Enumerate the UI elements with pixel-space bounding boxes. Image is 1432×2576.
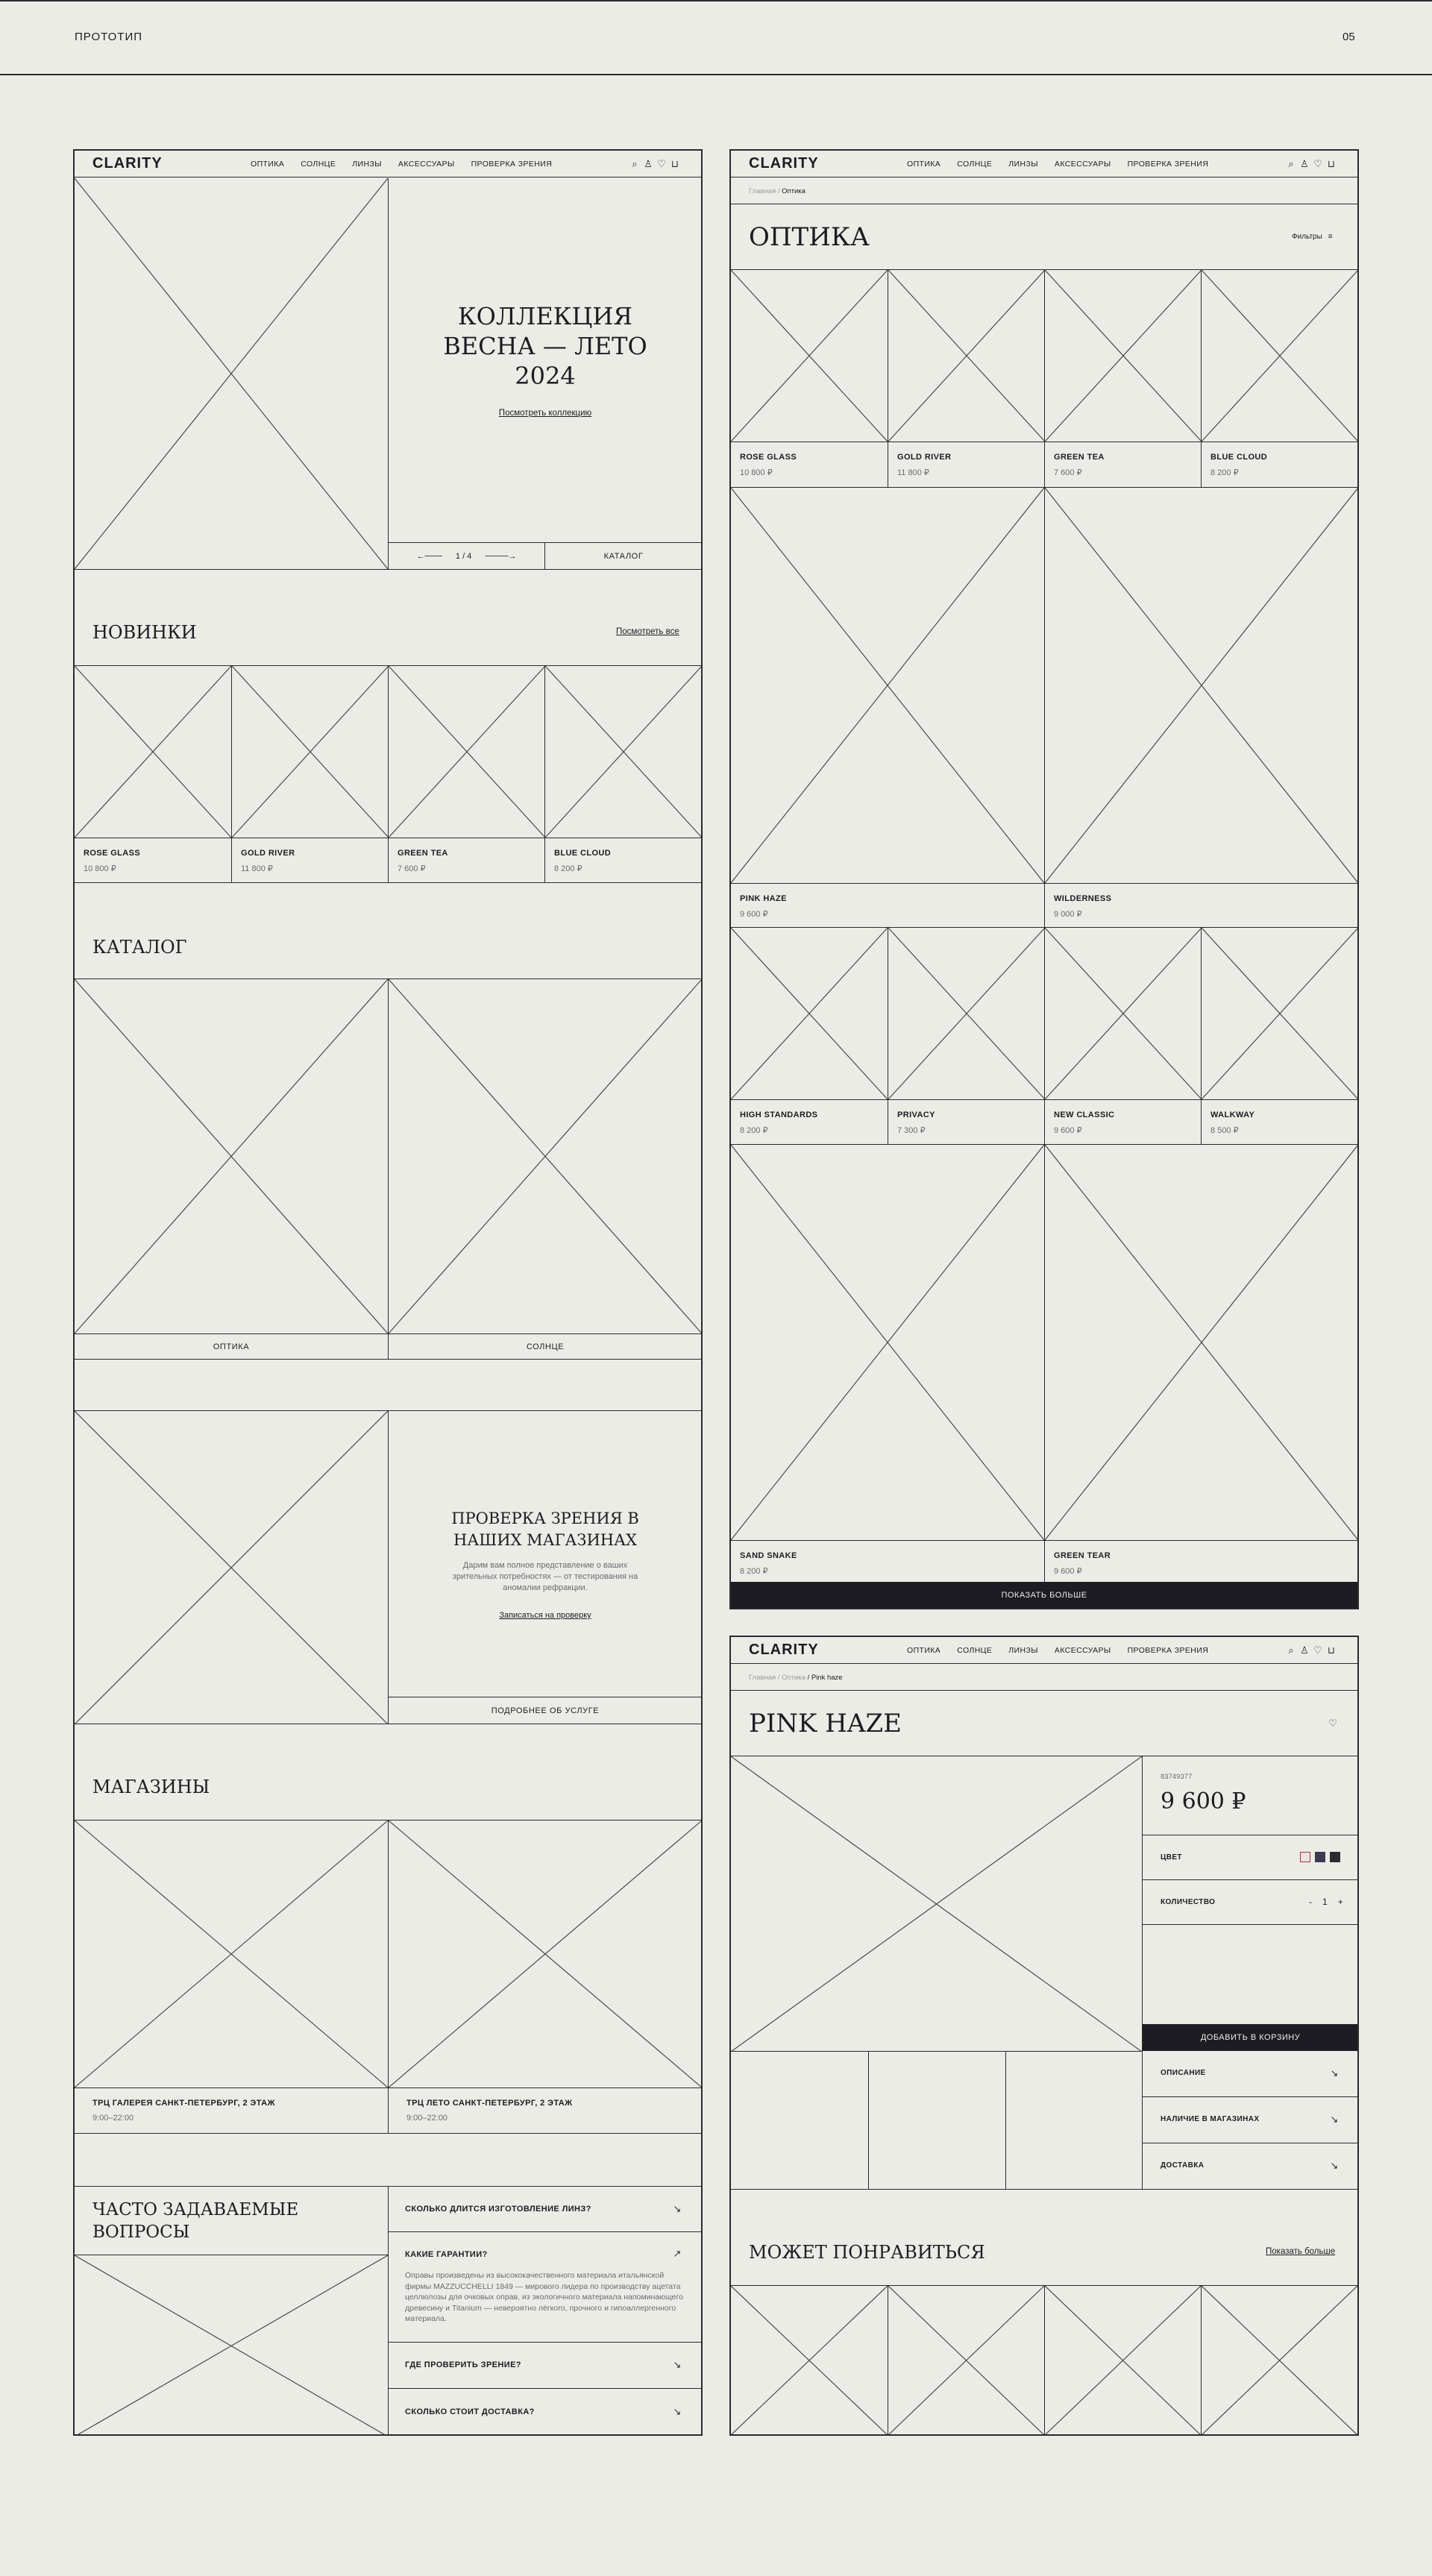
product-card[interactable] — [388, 666, 544, 883]
catalog-label: СОЛНЦЕ — [389, 1333, 702, 1360]
nav-eye-check[interactable]: ПРОВЕРКА ЗРЕНИЯ — [1127, 1646, 1209, 1655]
product-name: BLUE CLOUD — [1210, 453, 1268, 462]
product-price: 7 600 ₽ — [1054, 468, 1082, 477]
page-title: ОПТИКА — [749, 222, 870, 252]
product-card[interactable] — [731, 2286, 888, 2435]
quantity-value[interactable]: 1 — [1322, 1897, 1328, 1907]
product-sku: 83749377 — [1161, 1773, 1193, 1781]
thumbnail[interactable] — [868, 2052, 1005, 2190]
heart-icon[interactable]: ♡ — [1313, 1644, 1322, 1656]
filter-icon: ≡ — [1328, 233, 1333, 241]
search-icon[interactable]: ⌕ — [1288, 1644, 1294, 1656]
faq-title: ЧАСТО ЗАДАВАЕМЫЕ ВОПРОСЫ — [92, 2200, 299, 2242]
arrow-up-right-icon: ↗ — [673, 2248, 682, 2259]
breadcrumb-home[interactable]: Главная — [749, 1674, 776, 1682]
filters-label: Фильтры — [1292, 233, 1322, 241]
faq-section — [75, 2186, 701, 2436]
product-name: HIGH STANDARDS — [740, 1110, 818, 1119]
product-name: GOLD RIVER — [241, 849, 295, 858]
hero-image — [75, 178, 388, 569]
product-price: 7 300 ₽ — [897, 1126, 926, 1135]
nav-optics[interactable]: ОПТИКА — [907, 1646, 941, 1655]
product-card[interactable] — [731, 928, 888, 1145]
faq-question: СКОЛЬКО СТОИТ ДОСТАВКА? — [405, 2407, 535, 2416]
color-swatch[interactable] — [1330, 1852, 1340, 1862]
nav-lenses[interactable]: ЛИНЗЫ — [352, 160, 382, 169]
product-price: 9 600 ₽ — [740, 910, 768, 919]
related-title: МОЖЕТ ПОНРАВИТЬСЯ — [749, 2242, 985, 2263]
color-swatch[interactable] — [1300, 1852, 1310, 1862]
nav-sun[interactable]: СОЛНЦЕ — [957, 1646, 993, 1655]
product-price: 10 800 ₽ — [84, 864, 116, 873]
product-card[interactable] — [1201, 928, 1357, 1145]
product-name: PRIVACY — [897, 1110, 935, 1119]
store-name: ТРЦ ЛЕТО САНКТ-ПЕТЕРБУРГ, 2 ЭТАЖ — [406, 2099, 573, 2108]
add-to-cart-button[interactable]: ДОБАВИТЬ В КОРЗИНУ — [1143, 2024, 1358, 2051]
faq-item[interactable] — [389, 2389, 702, 2435]
product-price: 9 000 ₽ — [1054, 910, 1082, 919]
arrow-down-right-icon: ↘ — [673, 2359, 682, 2370]
arrow-down-right-icon: ↘ — [1330, 2067, 1339, 2079]
eyecheck-title: ПРОВЕРКА ЗРЕНИЯ В НАШИХ МАГАЗИНАХ — [451, 1510, 639, 1549]
product-price: 11 800 ₽ — [897, 468, 929, 477]
nav-accessories[interactable]: АКСЕССУАРЫ — [1054, 160, 1111, 169]
pager-label: 1 / 4 — [455, 552, 472, 561]
product-title: PINK HAZE — [749, 1709, 902, 1738]
arrow-down-right-icon: ↘ — [1330, 2160, 1339, 2171]
logo[interactable]: CLARITY — [92, 155, 163, 172]
page-label: ПРОТОТИП — [75, 31, 143, 43]
accordion-label: ДОСТАВКА — [1161, 2161, 1205, 2170]
nav-sun[interactable]: СОЛНЦЕ — [301, 160, 336, 169]
quantity-plus-button[interactable]: + — [1337, 1897, 1343, 1907]
product-info — [1142, 1756, 1357, 2189]
product-card[interactable] — [1044, 1145, 1357, 1585]
home-frame — [73, 149, 703, 2436]
new-view-all-link[interactable]: Посмотреть все — [616, 627, 679, 636]
product-card[interactable] — [888, 928, 1044, 1145]
faq-item[interactable] — [389, 2343, 702, 2389]
quantity-stepper — [1309, 1897, 1343, 1907]
product-price: 8 200 ₽ — [740, 1567, 768, 1576]
breadcrumb-mid[interactable]: Оптика — [782, 1674, 806, 1682]
eyecheck-section — [75, 1410, 701, 1724]
product-price: 11 800 ₽ — [241, 864, 273, 873]
catalog-label: ОПТИКА — [75, 1333, 388, 1360]
catalog-card-optics[interactable] — [75, 979, 388, 1360]
hero-catalog-button[interactable]: КАТАЛОГ — [603, 552, 644, 561]
catalog-card-sun[interactable] — [388, 979, 701, 1360]
hero-pager[interactable] — [389, 543, 545, 570]
new-grid — [75, 665, 701, 882]
thumbnail[interactable] — [1005, 2052, 1142, 2190]
related-show-more-link[interactable]: Показать больше — [1266, 2247, 1336, 2256]
stores-title: МАГАЗИНЫ — [92, 1777, 210, 1797]
nav-eye-check[interactable]: ПРОВЕРКА ЗРЕНИЯ — [471, 160, 553, 169]
product-price: 9 600 ₽ — [1161, 1788, 1246, 1815]
product-card[interactable] — [1044, 488, 1357, 928]
related-grid — [731, 2285, 1357, 2434]
accordion-label: ОПИСАНИЕ — [1161, 2069, 1206, 2077]
accordion-label: НАЛИЧИЕ В МАГАЗИНАХ — [1161, 2115, 1260, 2123]
breadcrumb-current: Pink haze — [811, 1674, 843, 1682]
hero-title: КОЛЛЕКЦИЯ ВЕСНА — ЛЕТО 2024 — [443, 302, 647, 390]
product-main-image — [731, 1756, 1142, 2052]
arrow-down-right-icon: ↘ — [673, 2203, 682, 2214]
site-header — [731, 151, 1357, 178]
product-card[interactable] — [731, 488, 1044, 928]
search-icon[interactable]: ⌕ — [1288, 158, 1294, 169]
nav-accessories[interactable]: АКСЕССУАРЫ — [398, 160, 455, 169]
accordion-availability[interactable] — [1143, 2097, 1358, 2143]
product-price: 8 500 ₽ — [1210, 1126, 1239, 1135]
faq-item-open[interactable] — [389, 2232, 702, 2343]
page-number: 05 — [1342, 31, 1355, 43]
product-name: PINK HAZE — [740, 894, 787, 903]
hero-collection-link[interactable]: Посмотреть коллекцию — [498, 409, 592, 418]
product-card[interactable] — [1044, 928, 1201, 1145]
store-name: ТРЦ ГАЛЕРЕЯ САНКТ-ПЕТЕРБУРГ, 2 ЭТАЖ — [92, 2099, 275, 2108]
search-icon[interactable]: ⌕ — [632, 158, 638, 169]
product-name: BLUE CLOUD — [554, 849, 612, 858]
product-name: GREEN TEAR — [1054, 1551, 1111, 1560]
product-name: GREEN TEA — [398, 849, 448, 858]
heart-icon[interactable]: ♡ — [657, 158, 666, 169]
product-row — [731, 1144, 1357, 1584]
product-thumbnails — [731, 2051, 1142, 2189]
product-row — [731, 927, 1357, 1144]
product-card[interactable] — [731, 1145, 1044, 1585]
thumbnail[interactable] — [731, 2052, 868, 2190]
product-name: ROSE GLASS — [740, 453, 797, 462]
heart-icon[interactable]: ♡ — [1328, 1718, 1337, 1729]
store-card[interactable] — [388, 1821, 701, 2134]
nav-lenses[interactable]: ЛИНЗЫ — [1008, 160, 1038, 169]
user-icon[interactable]: ♙ — [1300, 1644, 1309, 1656]
arrow-down-right-icon: ↘ — [1330, 2114, 1339, 2125]
stores-grid — [75, 1820, 701, 2133]
cart-icon[interactable]: ⊔ — [671, 158, 679, 169]
faq-question: КАКИЕ ГАРАНТИИ? — [405, 2250, 488, 2259]
breadcrumb-current: Оптика — [782, 187, 806, 195]
accordion-delivery[interactable] — [1143, 2143, 1358, 2189]
show-more-button[interactable]: ПОКАЗАТЬ БОЛЬШЕ — [731, 1582, 1357, 1609]
faq-question: СКОЛЬКО ДЛИТСЯ ИЗГОТОВЛЕНИЕ ЛИНЗ? — [405, 2205, 591, 2214]
user-icon[interactable]: ♙ — [1300, 158, 1309, 169]
product-card[interactable] — [888, 270, 1044, 487]
product-price: 9 600 ₽ — [1054, 1567, 1082, 1576]
product-price: 9 600 ₽ — [1054, 1126, 1082, 1135]
breadcrumb: Главная / Оптика — [731, 178, 1357, 204]
breadcrumb-home[interactable]: Главная — [749, 187, 776, 195]
faq-item[interactable] — [389, 2187, 702, 2232]
store-hours: 9:00–22:00 — [92, 2114, 134, 2123]
cart-icon[interactable]: ⊔ — [1327, 158, 1336, 169]
product-frame — [729, 1636, 1359, 2436]
accordion-description[interactable] — [1143, 2051, 1358, 2097]
product-card[interactable] — [1201, 2286, 1357, 2435]
catalog-title: КАТАЛОГ — [92, 937, 187, 958]
logo[interactable]: CLARITY — [749, 1642, 819, 1658]
breadcrumb: Главная / Оптика / Pink haze — [731, 1664, 1357, 1691]
product-row — [731, 487, 1357, 927]
arrow-down-right-icon: ↘ — [673, 2406, 682, 2417]
product-price: 8 200 ₽ — [1210, 468, 1239, 477]
product-card[interactable] — [731, 270, 888, 487]
eyecheck-more-button[interactable]: ПОДРОБНЕЕ ОБ УСЛУГЕ — [389, 1697, 702, 1724]
quantity-label: КОЛИЧЕСТВО — [1161, 1898, 1216, 1906]
nav-sun[interactable]: СОЛНЦЕ — [957, 160, 993, 169]
arrow-right-icon[interactable]: ────→ — [485, 552, 517, 561]
product-price: 8 200 ₽ — [554, 864, 582, 873]
heart-icon[interactable]: ♡ — [1313, 158, 1322, 169]
site-header — [75, 151, 701, 178]
product-name: NEW CLASSIC — [1054, 1110, 1115, 1119]
store-hours: 9:00–22:00 — [406, 2114, 448, 2123]
product-card[interactable] — [1044, 270, 1201, 487]
product-card[interactable] — [544, 666, 701, 883]
logo[interactable]: CLARITY — [749, 155, 819, 172]
arrow-left-icon[interactable]: ←─── — [416, 552, 442, 561]
product-name: SAND SNAKE — [740, 1551, 797, 1560]
cart-icon[interactable]: ⊔ — [1327, 1644, 1336, 1656]
product-row — [731, 270, 1357, 487]
eyecheck-link[interactable]: Записаться на проверку — [499, 1611, 591, 1620]
nav-lenses[interactable]: ЛИНЗЫ — [1008, 1646, 1038, 1655]
product-name: WILDERNESS — [1054, 894, 1112, 903]
site-header — [731, 1637, 1357, 1664]
faq-answer: Оправы произведены из высококачественного материала итальянской фирмы MAZZUCCHELLI 1849 — мирового лидера по производству ацетата целлюлозы для очковых оправ, из экологичного материала напоминающего древесину и Titanium — невероятно лёгкого, прочного и гипоаллергенного материала. — [405, 2271, 683, 2323]
product-card[interactable] — [231, 666, 388, 883]
product-price: 7 600 ₽ — [398, 864, 426, 873]
new-title: НОВИНКИ — [92, 622, 197, 643]
product-card[interactable] — [1044, 2286, 1201, 2435]
color-label: ЦВЕТ — [1161, 1853, 1182, 1862]
quantity-minus-button[interactable]: - — [1309, 1897, 1312, 1907]
color-swatch[interactable] — [1315, 1852, 1325, 1862]
nav-eye-check[interactable]: ПРОВЕРКА ЗРЕНИЯ — [1127, 160, 1209, 169]
store-card[interactable] — [75, 1821, 388, 2134]
product-card[interactable] — [888, 2286, 1044, 2435]
product-price: 8 200 ₽ — [740, 1126, 768, 1135]
product-card[interactable] — [1201, 270, 1357, 487]
filters-button[interactable] — [1292, 233, 1333, 241]
catalog-frame — [729, 149, 1359, 1609]
product-name: GREEN TEA — [1054, 453, 1105, 462]
color-swatches — [1300, 1852, 1340, 1862]
faq-question: ГДЕ ПРОВЕРИТЬ ЗРЕНИЕ? — [405, 2360, 521, 2369]
product-name: GOLD RIVER — [897, 453, 952, 462]
product-name: ROSE GLASS — [84, 849, 141, 858]
nav-accessories[interactable]: АКСЕССУАРЫ — [1054, 1646, 1111, 1655]
product-card[interactable] — [75, 666, 231, 883]
product-price: 10 800 ₽ — [740, 468, 773, 477]
catalog-grid — [75, 978, 701, 1359]
eyecheck-text: Дарим вам полное представление о ваших зрительных потребностях — от тестирования на аномалии рефракции. — [452, 1561, 638, 1592]
product-name: WALKWAY — [1210, 1110, 1255, 1119]
nav-optics[interactable]: ОПТИКА — [907, 160, 941, 169]
nav-optics[interactable]: ОПТИКА — [251, 160, 285, 169]
user-icon[interactable]: ♙ — [644, 158, 653, 169]
